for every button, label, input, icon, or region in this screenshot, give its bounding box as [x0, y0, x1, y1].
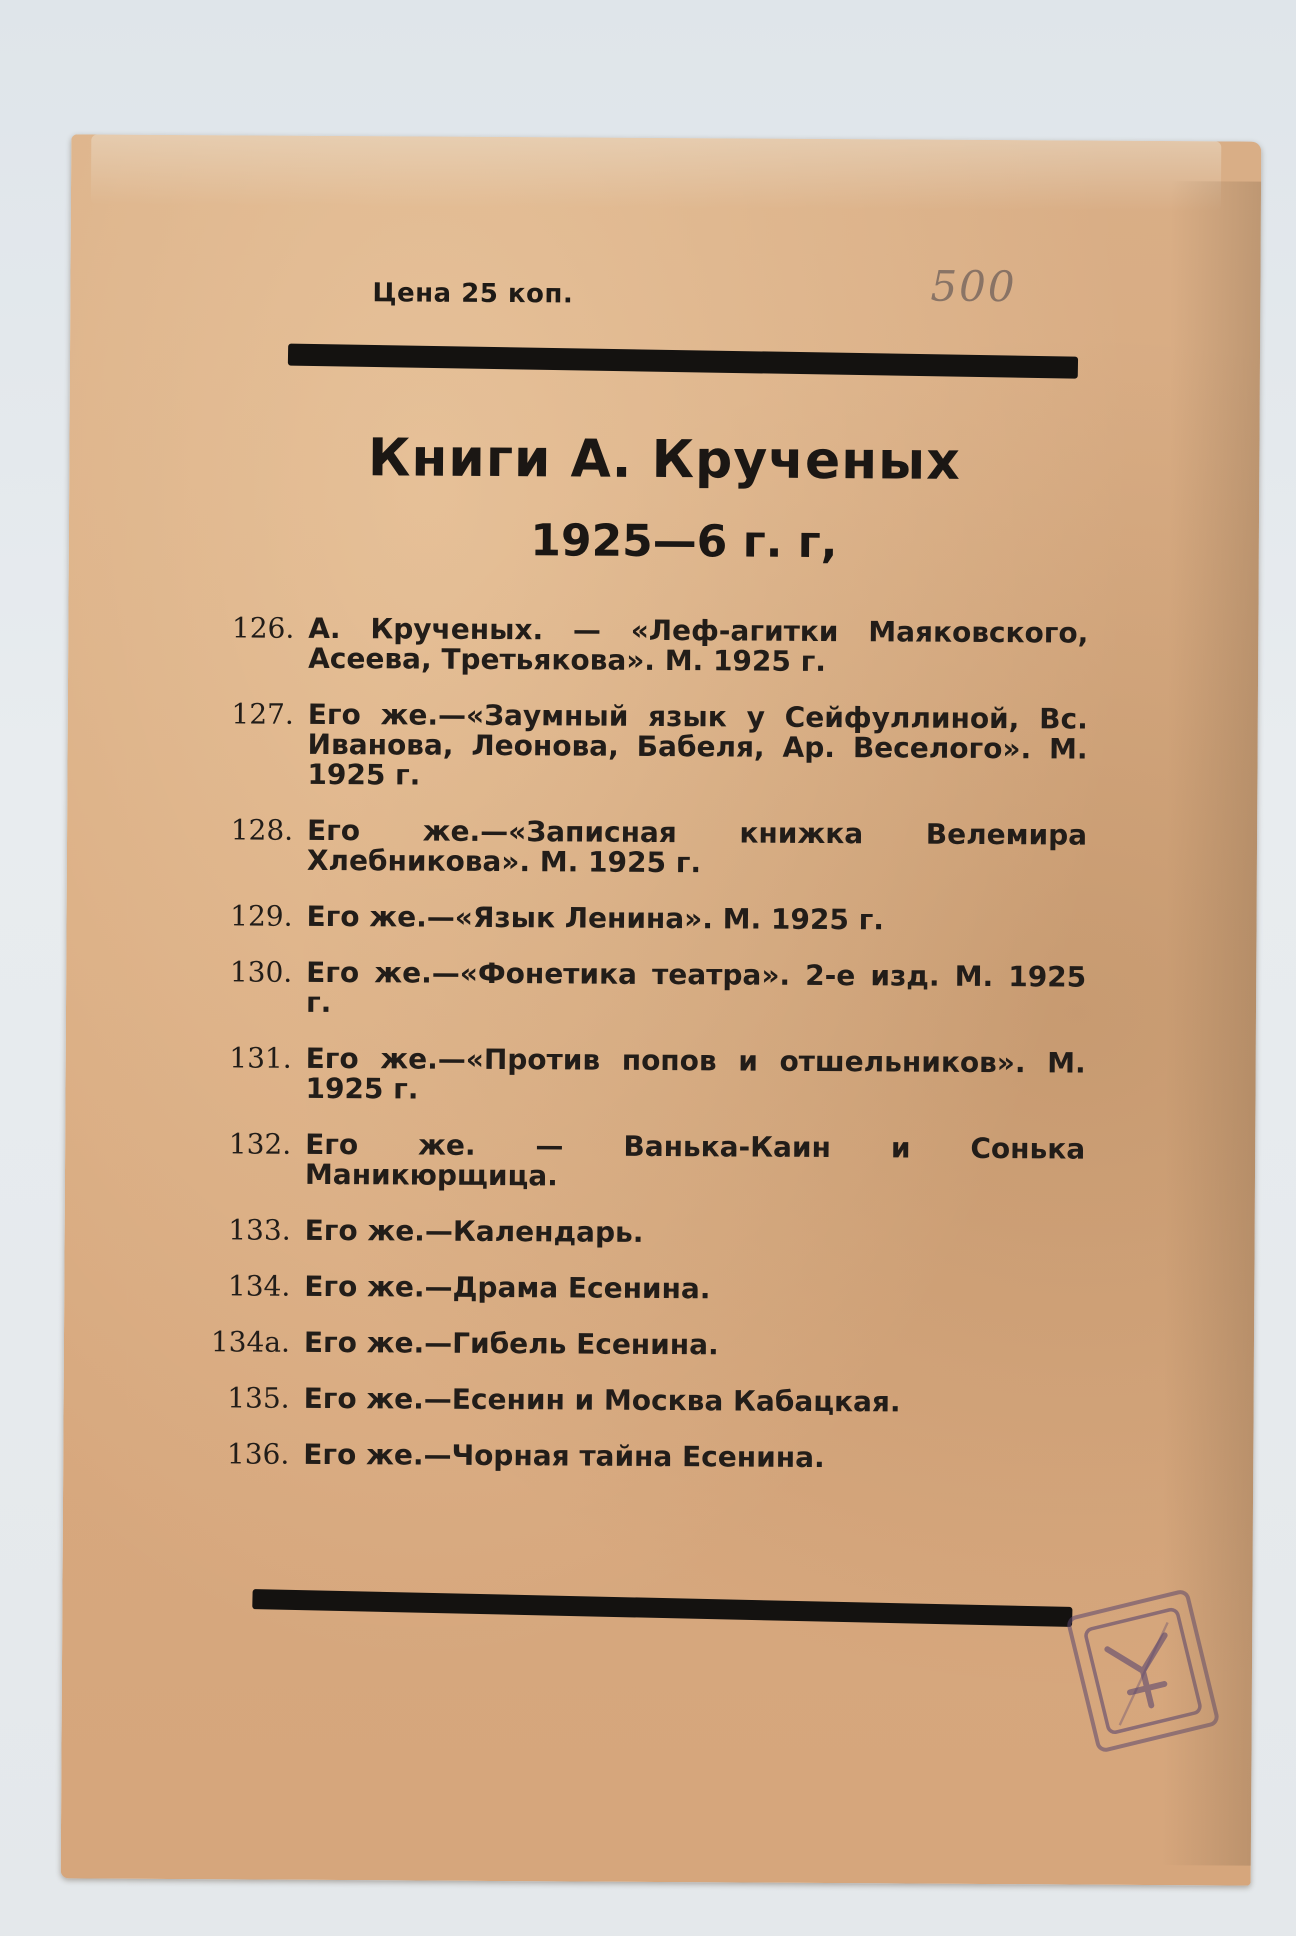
entry-text: Его же.—Гибель Есенина.: [303, 1325, 719, 1362]
bottom-rule: [252, 1589, 1072, 1627]
book-back-cover: [61, 134, 1262, 1885]
entry-text: Его же.—«Записная книжка Велемира Хлебникова». М. 1925 г.: [306, 813, 1088, 880]
entry-text: Его же.—Чорная тайна Есенина.: [303, 1437, 825, 1475]
entry-number: 131.: [229, 1041, 292, 1075]
book-list: [203, 613, 1088, 1500]
list-item: [203, 1439, 1083, 1474]
entry-number: 133.: [228, 1213, 291, 1247]
entry-text: Его же.—«Против попов и отшельников». М. 1925 г.: [305, 1041, 1086, 1106]
list-item: [207, 815, 1087, 880]
price-label: Цена 25 коп.: [372, 278, 574, 310]
entry-number: 128.: [230, 813, 294, 847]
list-item: [207, 699, 1088, 794]
entry-text: Его же.—Календарь.: [304, 1213, 644, 1249]
page-title: Книги А. Крученых: [367, 428, 961, 492]
entry-number: 129.: [230, 899, 293, 933]
entry-number: 126.: [231, 611, 295, 645]
list-item: [208, 613, 1088, 678]
entry-number: 127.: [231, 697, 294, 731]
list-item: [205, 1043, 1085, 1108]
entry-text: Его же.—Есенин и Москва Кабацкая.: [303, 1381, 901, 1419]
entry-number: 130.: [229, 955, 293, 989]
handwritten-note: 500: [930, 261, 1017, 312]
list-item: [204, 1271, 1084, 1306]
entry-number: 134.: [227, 1269, 291, 1303]
year-subtitle: 1925—6 г. г,: [530, 515, 838, 569]
entry-text: Его же.—«Заумный язык у Сейфуллиной, Вс. Иванова, Леонова, Бабеля, Ар. Веселого». М. 1925 г.: [307, 697, 1088, 792]
entry-number: 136.: [226, 1437, 290, 1471]
entry-number: 135.: [227, 1381, 290, 1415]
entry-text: Его же. — Ванька-Каин и Сонька Маникюрщица.: [304, 1127, 1086, 1193]
entry-text: А. Крученых. — «Леф-агитки Маяковского, Асеева, Третьякова». М. 1925 г.: [308, 611, 1089, 679]
list-item: [206, 901, 1086, 936]
list-item: [204, 1383, 1084, 1418]
library-stamp-icon: [1065, 1588, 1220, 1754]
list-item: [206, 957, 1086, 1022]
list-item: [204, 1327, 1084, 1362]
entry-text: Его же.—«Фонетика театра». 2-е изд. М. 1925 г.: [305, 955, 1087, 1019]
entry-text: Его же.—Драма Есенина.: [304, 1269, 711, 1306]
list-item: [205, 1215, 1085, 1250]
entry-number: 134а.: [210, 1325, 291, 1359]
entry-text: Его же.—«Язык Ленина». М. 1925 г.: [306, 899, 884, 937]
top-rule: [288, 344, 1078, 379]
list-item: [205, 1129, 1085, 1194]
entry-number: 132.: [228, 1127, 292, 1161]
